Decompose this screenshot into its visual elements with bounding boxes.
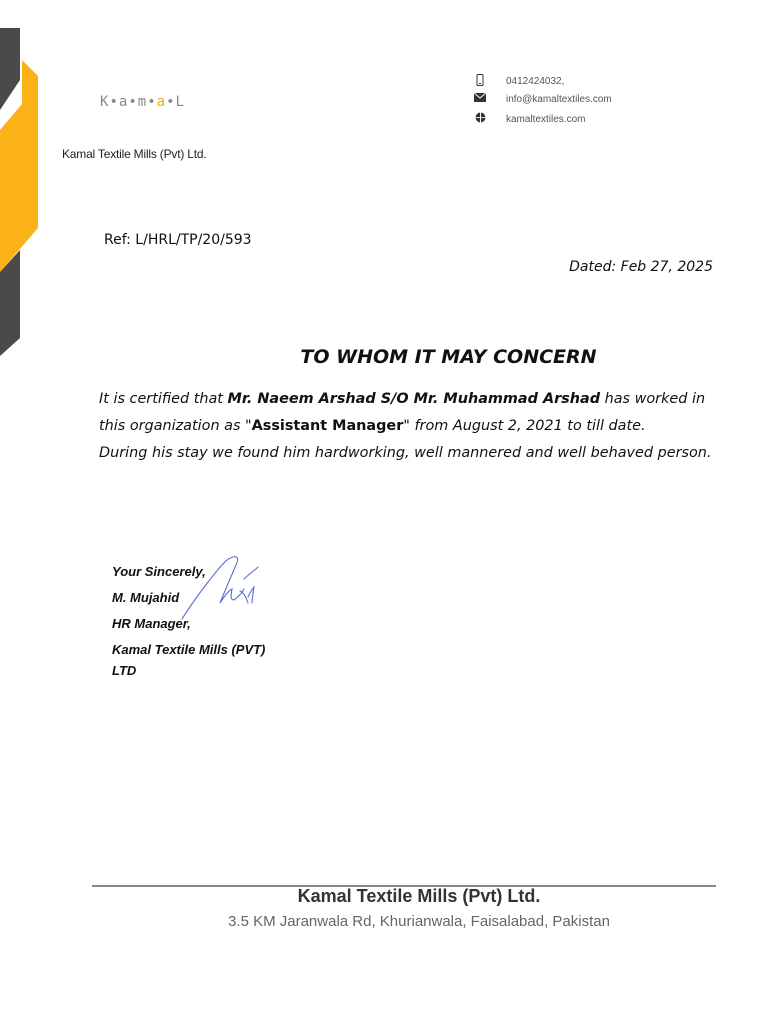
handwritten-signature (178, 553, 263, 623)
logo-letter-m: m (137, 94, 148, 110)
logo-letter-a2: a (156, 94, 167, 110)
contact-email (472, 93, 612, 105)
reference-number: Ref: L/HRL/TP/20/593 (104, 232, 252, 248)
body-paragraph-2: During his stay we found him hardworking, well mannered and well behaved person. (99, 445, 712, 461)
body-paragraph-1: It is certified that Mr. Naeem Arshad S/O Mr. Muhammad Arshad has worked in this organization as "Assistant Manager" from August 2, 2021 to till date. (99, 391, 706, 434)
footer-address: 3.5 KM Jaranwala Rd, Khurianwala, Faisalabad, Pakistan (228, 913, 610, 930)
phone-number: 0412424032, (506, 76, 565, 87)
company-logo: K•a•m•a•L (100, 94, 185, 110)
letter-heading: TO WHOM IT MAY CONCERN (300, 346, 597, 368)
employee-role: Assistant Manager (251, 418, 404, 434)
signatory-org-line1: Kamal Textile Mills (PVT) (112, 642, 266, 657)
contact-website (472, 112, 585, 126)
signatory-org-line2: LTD (112, 663, 137, 678)
footer-company-name: Kamal Textile Mills (Pvt) Ltd. (297, 886, 541, 906)
email-address: info@kamaltextiles.com (506, 93, 612, 105)
contact-phone (472, 74, 564, 89)
phone-icon (472, 74, 488, 89)
side-decoration (0, 0, 44, 360)
mail-icon (472, 93, 488, 105)
signatory-name: M. Mujahid (112, 590, 180, 605)
letter-body (99, 386, 721, 467)
website-url: kamaltextiles.com (506, 113, 586, 125)
logo-letter-a: a (118, 94, 129, 110)
logo-letter-k: K (100, 94, 110, 110)
globe-icon (472, 112, 488, 126)
company-name-header: Kamal Textile Mills (Pvt) Ltd. (62, 147, 207, 161)
logo-letter-l: L (175, 94, 185, 110)
signatory-title: HR Manager, (112, 616, 191, 631)
employee-name: Mr. Naeem Arshad S/O Mr. Muhammad Arshad (227, 391, 600, 407)
letter-date: Dated: Feb 27, 2025 (569, 259, 713, 275)
closing-line: Your Sincerely, (112, 564, 206, 579)
